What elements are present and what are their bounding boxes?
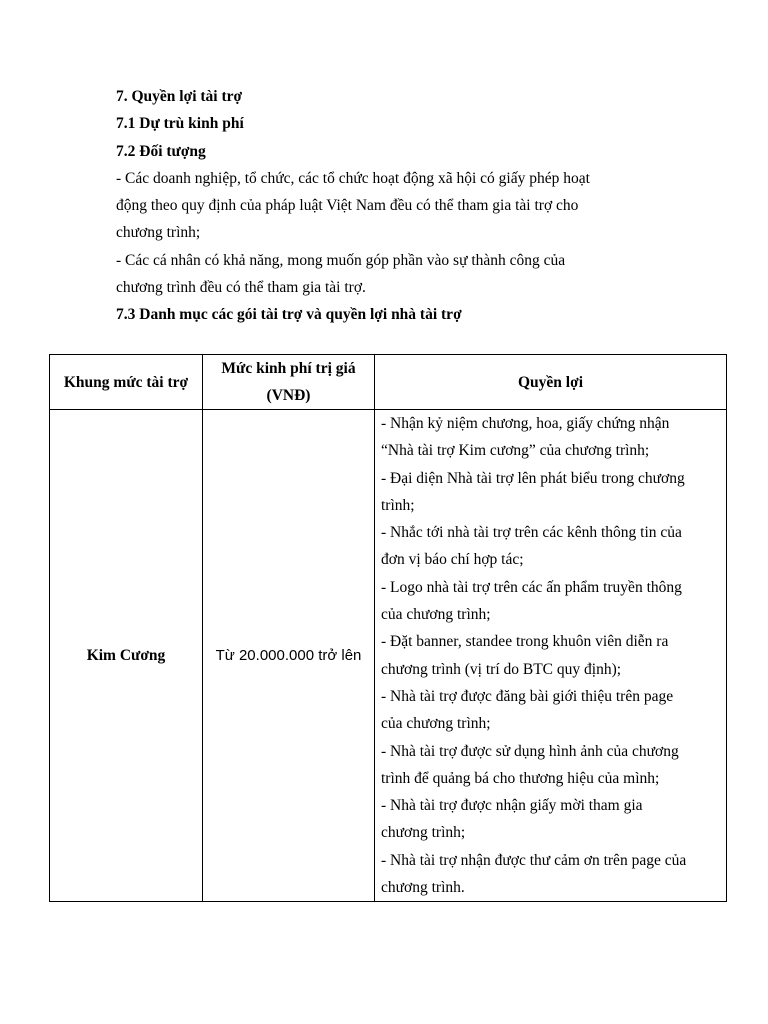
sponsorship-table [49, 354, 727, 902]
benefit-line: chương trình (vị trí do BTC quy định); [381, 660, 622, 678]
header-tier: Khung mức tài trợ [50, 355, 203, 410]
benefit-line: của chương trình; [381, 715, 491, 733]
benefit-line: - Nhà tài trợ được nhận giấy mời tham gia [381, 797, 643, 815]
table-header-row [50, 355, 727, 410]
benefit-line: - Nhà tài trợ được sử dụng hình ảnh của chương [381, 742, 679, 760]
table-row [50, 410, 727, 902]
benefit-line: - Nhắc tới nhà tài trợ trên các kênh thông tin của [381, 524, 682, 542]
heading-7: 7. Quyền lợi tài trợ [116, 88, 243, 105]
benefit-line: đơn vị báo chí hợp tác; [381, 551, 524, 569]
audience-line: chương trình; [116, 224, 201, 242]
benefit-line: trình; [381, 496, 415, 514]
benefit-line: - Nhận kỷ niệm chương, hoa, giấy chứng nhận [381, 415, 670, 432]
benefit-line: - Đại diện Nhà tài trợ lên phát biểu trong chương [381, 469, 685, 487]
heading-7-2: 7.2 Đối tượng [116, 142, 206, 160]
header-amount [203, 355, 375, 410]
tier-cell: Kim Cương [50, 410, 203, 902]
header-amount-line2: (VNĐ) [266, 387, 311, 404]
benefit-line: - Đặt banner, standee trong khuôn viên diễn ra [381, 633, 669, 651]
benefit-line: “Nhà tài trợ Kim cương” của chương trình; [381, 442, 650, 460]
audience-line: - Các cá nhân có khả năng, mong muốn góp phần vào sự thành công của [116, 251, 566, 269]
header-benefits: Quyền lợi [375, 355, 727, 410]
audience-line: - Các doanh nghiệp, tổ chức, các tổ chức hoạt động xã hội có giấy phép hoạt [116, 169, 590, 187]
heading-7-3: 7.3 Danh mục các gói tài trợ và quyền lợi nhà tài trợ [116, 306, 462, 324]
audience-line: động theo quy định của pháp luật Việt Nam đều có thể tham gia tài trợ cho [116, 197, 579, 215]
benefit-line: trình để quảng bá cho thương hiệu của mình; [381, 769, 660, 787]
benefit-line: chương trình. [381, 879, 465, 897]
header-amount-line1: Mức kinh phí trị giá [221, 360, 356, 377]
benefit-line: chương trình; [381, 824, 466, 842]
heading-7-1: 7.1 Dự trù kinh phí [116, 115, 244, 133]
benefit-line: - Logo nhà tài trợ trên các ấn phẩm truyền thông [381, 578, 682, 596]
section-body [116, 83, 676, 329]
benefit-line: - Nhà tài trợ được đăng bài giới thiệu trên page [381, 687, 674, 705]
amount-cell: Từ 20.000.000 trở lên [203, 410, 375, 902]
benefit-line: của chương trình; [381, 606, 491, 624]
benefit-line: - Nhà tài trợ nhận được thư cảm ơn trên page của [381, 851, 687, 869]
audience-line: chương trình đều có thể tham gia tài trợ. [116, 279, 366, 297]
benefits-cell [375, 410, 727, 902]
